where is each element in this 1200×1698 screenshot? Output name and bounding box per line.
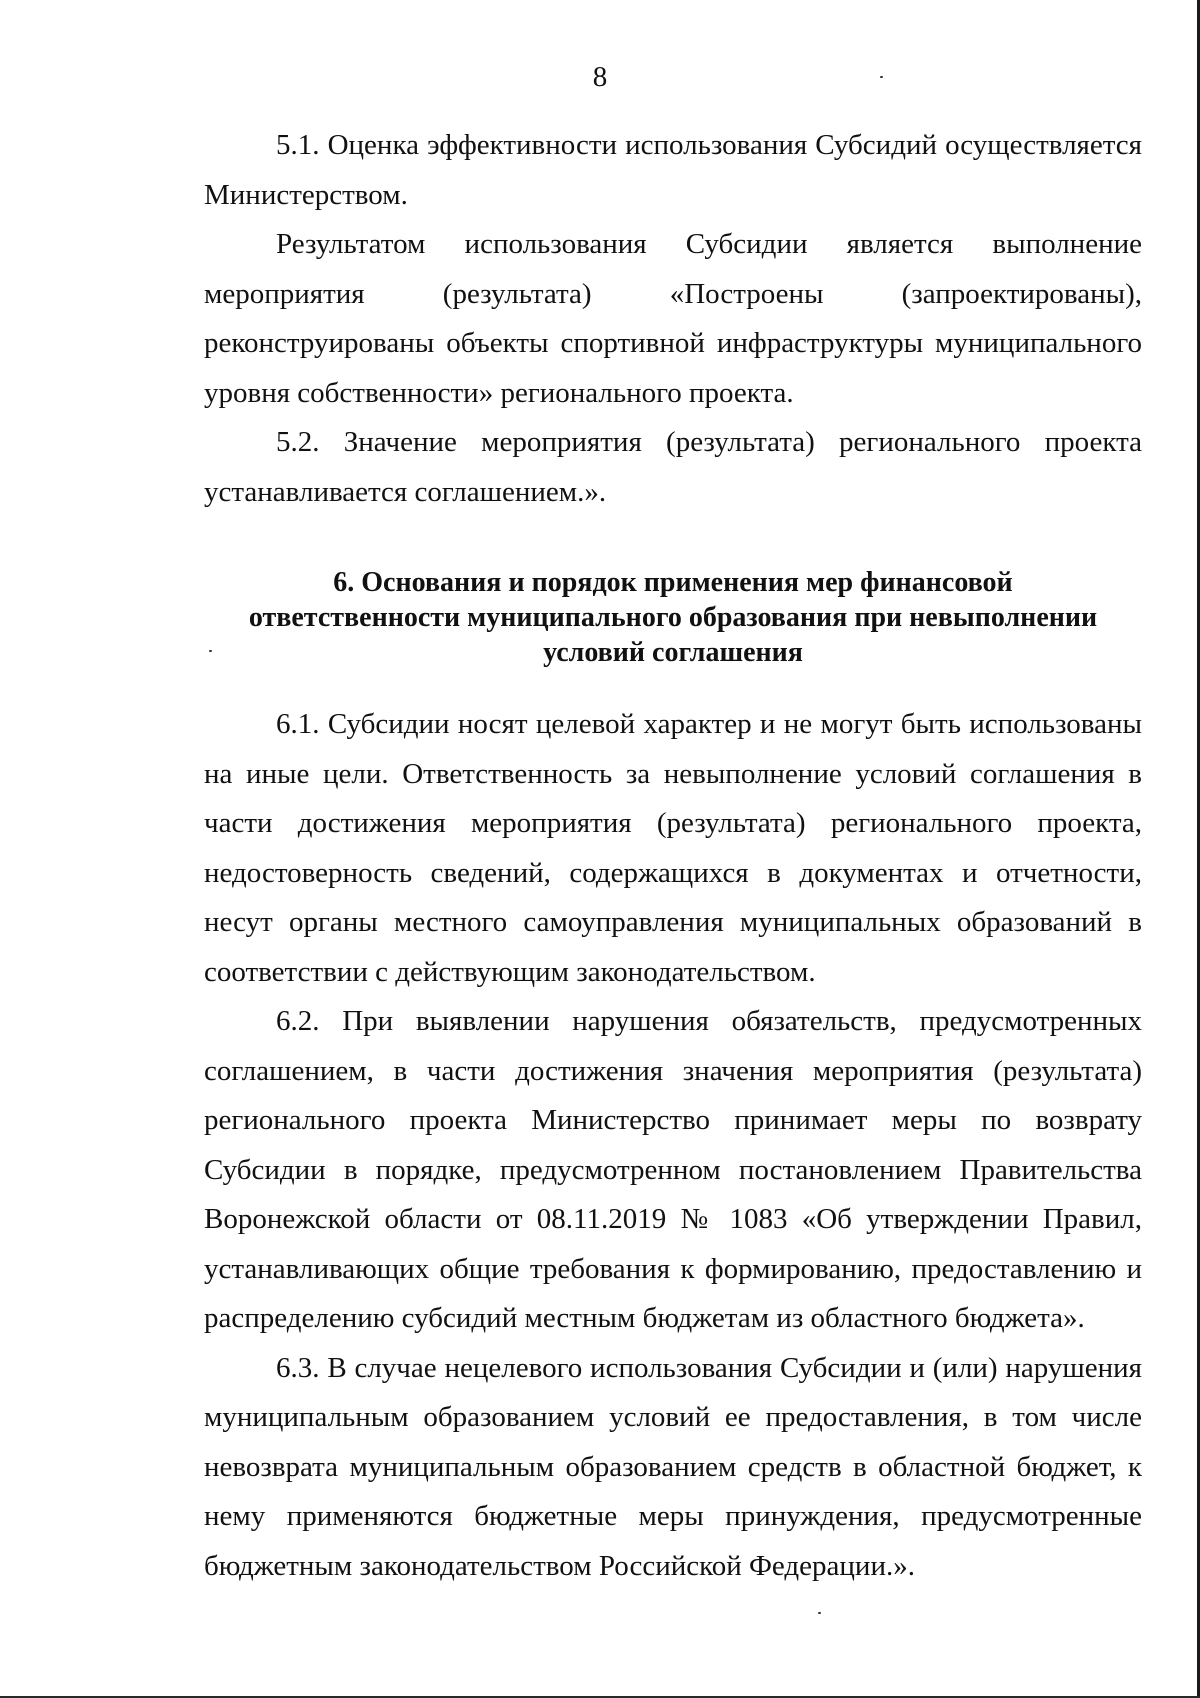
heading-line: условий соглашения (543, 637, 803, 668)
document-body (204, 121, 1142, 1591)
section-6-heading (204, 565, 1142, 670)
heading-line: ответственности муниципального образования при невыполнении (248, 602, 1098, 633)
scan-speck (818, 1612, 821, 1614)
paragraph-5-1-result: Результатом использования Субсидии является выполнение мероприятия (результата) «Построены (запроектированы), реконструированы объекты спортивной инфраструктуры муниципального уровня собственности» регионального проекта. (204, 228, 1142, 409)
paragraph-6-2: 6.2. При выявлении нарушения обязательств, предусмотренных соглашением, в части достижения значения мероприятия (результата) регионального проекта Министерство принимает меры по возврату Субсидии в порядке, предусмотренном постановлением Правительства Воронежской области от 08.11.2019 № 1083 «Об утверждении Правил, устанавливающих общие требования к формированию, предоставлению и распределению субсидий местным бюджетам из областного бюджета». (204, 1005, 1142, 1334)
paragraph-5-1: 5.1. Оценка эффективности использования Субсидий осуществляется Министерством. (204, 129, 1142, 211)
paragraph-6-3: 6.3. В случае нецелевого использования Субсидии и (или) нарушения муниципальным образованием условий ее предоставления, в том числе невозврата муниципальным образованием средств в областной бюджет, к нему применяются бюджетные меры принуждения, предусмотренные бюджетным законодательством Российской Федерации.». (204, 1351, 1142, 1582)
paragraph-6-1: 6.1. Субсидии носят целевой характер и не могут быть использованы на иные цели. Ответственность за невыполнение условий соглашения в части достижения мероприятия (результата) регионального проекта, недостоверность сведений, содержащихся в документах и отчетности, несут органы местного самоуправления муниципальных образований в соответствии с действующим законодательством. (204, 708, 1142, 988)
paragraph-5-2: 5.2. Значение мероприятия (результата) регионального проекта устанавливается соглашением.». (204, 426, 1142, 508)
page-number: 8 (592, 61, 608, 93)
heading-line: 6. Основания и порядок применения мер финансовой (333, 567, 1013, 598)
